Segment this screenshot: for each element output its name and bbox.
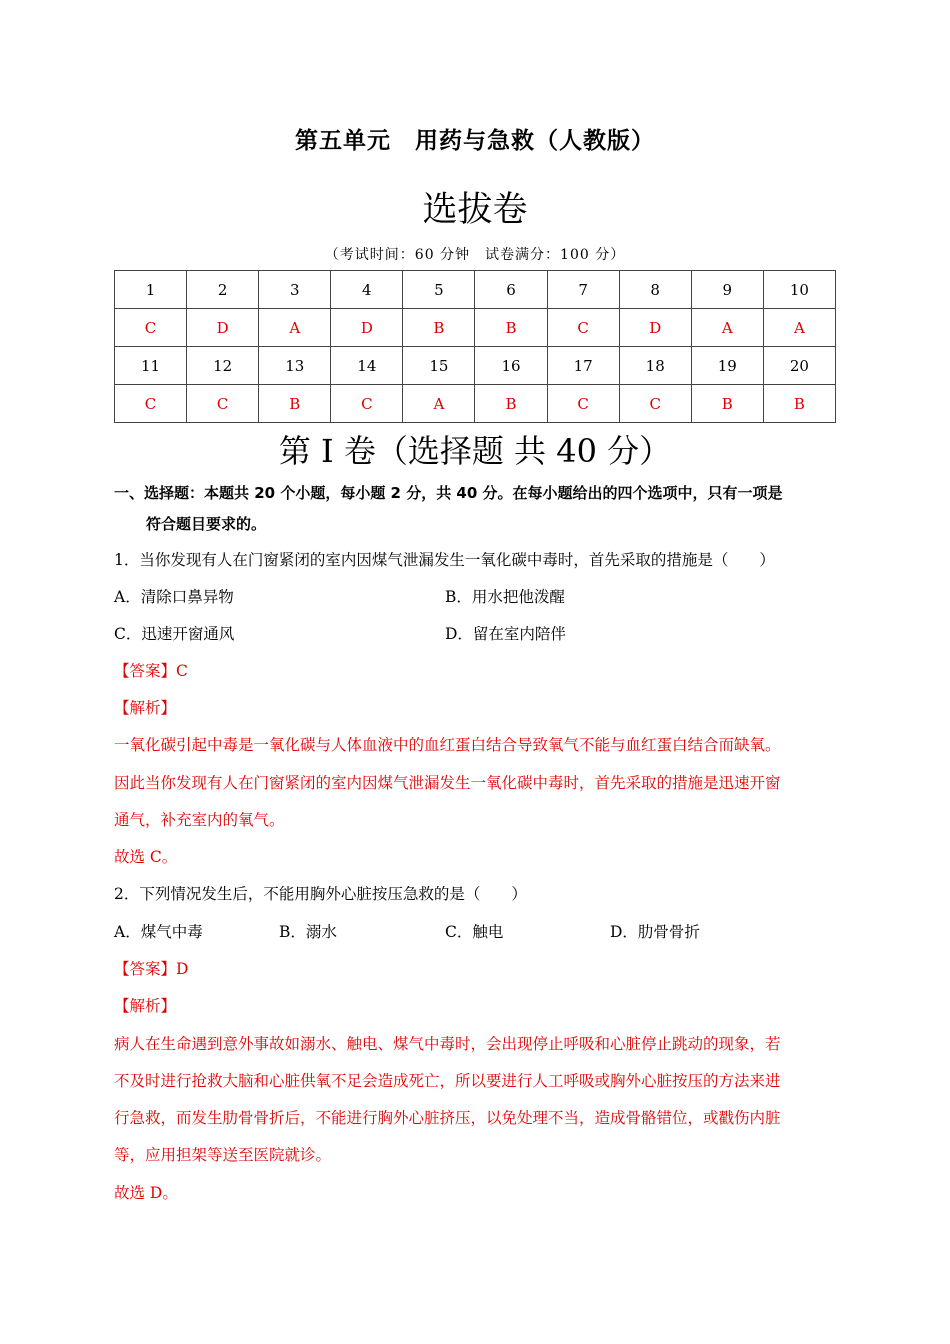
answer-cell: A [403, 385, 475, 423]
answer-cell: B [259, 385, 331, 423]
answer-cell: A [763, 309, 835, 347]
answer-cell: D [187, 309, 259, 347]
question-number-cell: 4 [331, 271, 403, 309]
answer-cell: C [619, 385, 691, 423]
question-2-stem: 2．下列情况发生后，不能用胸外心脏按压急救的是（ ） [114, 885, 527, 903]
answer-table-numbers-row-2 [115, 347, 836, 385]
unit-title: 第五单元 用药与急救（人教版） [295, 128, 655, 154]
answer-cell: C [115, 309, 187, 347]
question-2-option-c: C．触电 [445, 923, 504, 941]
question-number-cell: 13 [259, 347, 331, 385]
question-number-cell: 18 [619, 347, 691, 385]
answer-table-answers-row-1 [115, 309, 836, 347]
question-number-cell: 8 [619, 271, 691, 309]
question-2-analysis-line: 不及时进行抢救大脑和心脏供氧不足会造成死亡，所以要进行人工呼吸或胸外心脏按压的方法来进 [114, 1072, 781, 1090]
answer-cell: D [331, 309, 403, 347]
main-title: 选拔卷 [422, 190, 528, 230]
answer-table-numbers-row-1 [115, 271, 836, 309]
question-1-option-a: A．清除口鼻异物 [114, 588, 234, 606]
question-1-analysis-label: 【解析】 [114, 699, 177, 717]
question-1-option-c: C．迅速开窗通风 [114, 625, 235, 643]
question-2-answer: 【答案】D [114, 960, 189, 978]
section-instruction: 一、选择题：本题共 20 个小题，每小题 2 分，共 40 分。在每小题给出的四个选项中，只有一项是 [114, 484, 783, 502]
answer-cell: C [331, 385, 403, 423]
question-1-analysis-line: 一氧化碳引起中毒是一氧化碳与人体血液中的血红蛋白结合导致氧气不能与血红蛋白结合而缺氧。 [114, 736, 781, 754]
question-1-analysis-line: 通气，补充室内的氧气。 [114, 811, 285, 829]
question-number-cell: 1 [115, 271, 187, 309]
section-title: 第 I 卷（选择题 共 40 分） [278, 432, 672, 470]
question-number-cell: 19 [691, 347, 763, 385]
answer-cell: A [259, 309, 331, 347]
question-number-cell: 7 [547, 271, 619, 309]
question-2-analysis-line: 病人在生命遇到意外事故如溺水、触电、煤气中毒时，会出现停止呼吸和心脏停止跳动的现象，若 [114, 1035, 781, 1053]
exam-info: （考试时间：60 分钟 试卷满分：100 分） [324, 247, 626, 263]
question-2-analysis-line: 等，应用担架等送至医院就诊。 [114, 1146, 332, 1164]
question-number-cell: 16 [475, 347, 547, 385]
answer-cell: C [547, 385, 619, 423]
answer-cell: B [475, 385, 547, 423]
question-1-stem: 1．当你发现有人在门窗紧闭的室内因煤气泄漏发生一氧化碳中毒时，首先采取的措施是（ ） [114, 551, 775, 569]
question-1-answer: 【答案】C [114, 662, 188, 680]
question-number-cell: 20 [763, 347, 835, 385]
question-1-conclusion: 故选 C。 [114, 848, 178, 866]
answer-cell: C [187, 385, 259, 423]
answer-cell: B [403, 309, 475, 347]
question-number-cell: 6 [475, 271, 547, 309]
question-number-cell: 10 [763, 271, 835, 309]
question-2-analysis-label: 【解析】 [114, 997, 177, 1015]
question-number-cell: 14 [331, 347, 403, 385]
question-number-cell: 3 [259, 271, 331, 309]
question-number-cell: 17 [547, 347, 619, 385]
section-instruction-continued: 符合题目要求的。 [146, 515, 267, 533]
answer-cell: B [475, 309, 547, 347]
question-number-cell: 2 [187, 271, 259, 309]
question-1-option-d: D．留在室内陪伴 [445, 625, 566, 643]
question-2-option-b: B．溺水 [279, 923, 337, 941]
question-1-option-b: B．用水把他泼醒 [445, 588, 565, 606]
answer-cell: C [115, 385, 187, 423]
question-2-option-d: D．肋骨骨折 [610, 923, 700, 941]
question-number-cell: 5 [403, 271, 475, 309]
answer-cell: B [763, 385, 835, 423]
answer-table [114, 270, 836, 423]
answer-cell: C [547, 309, 619, 347]
answer-cell: D [619, 309, 691, 347]
question-number-cell: 12 [187, 347, 259, 385]
answer-cell: A [691, 309, 763, 347]
question-2-option-a: A．煤气中毒 [114, 923, 203, 941]
question-number-cell: 9 [691, 271, 763, 309]
question-1-analysis-line: 因此当你发现有人在门窗紧闭的室内因煤气泄漏发生一氧化碳中毒时，首先采取的措施是迅速开窗 [114, 774, 781, 792]
question-number-cell: 15 [403, 347, 475, 385]
answer-cell: B [691, 385, 763, 423]
answer-table-answers-row-2 [115, 385, 836, 423]
question-number-cell: 11 [115, 347, 187, 385]
question-2-conclusion: 故选 D。 [114, 1184, 178, 1202]
question-2-analysis-line: 行急救，而发生肋骨骨折后，不能进行胸外心脏挤压，以免处理不当，造成骨骼错位，或戳伤内脏 [114, 1109, 781, 1127]
